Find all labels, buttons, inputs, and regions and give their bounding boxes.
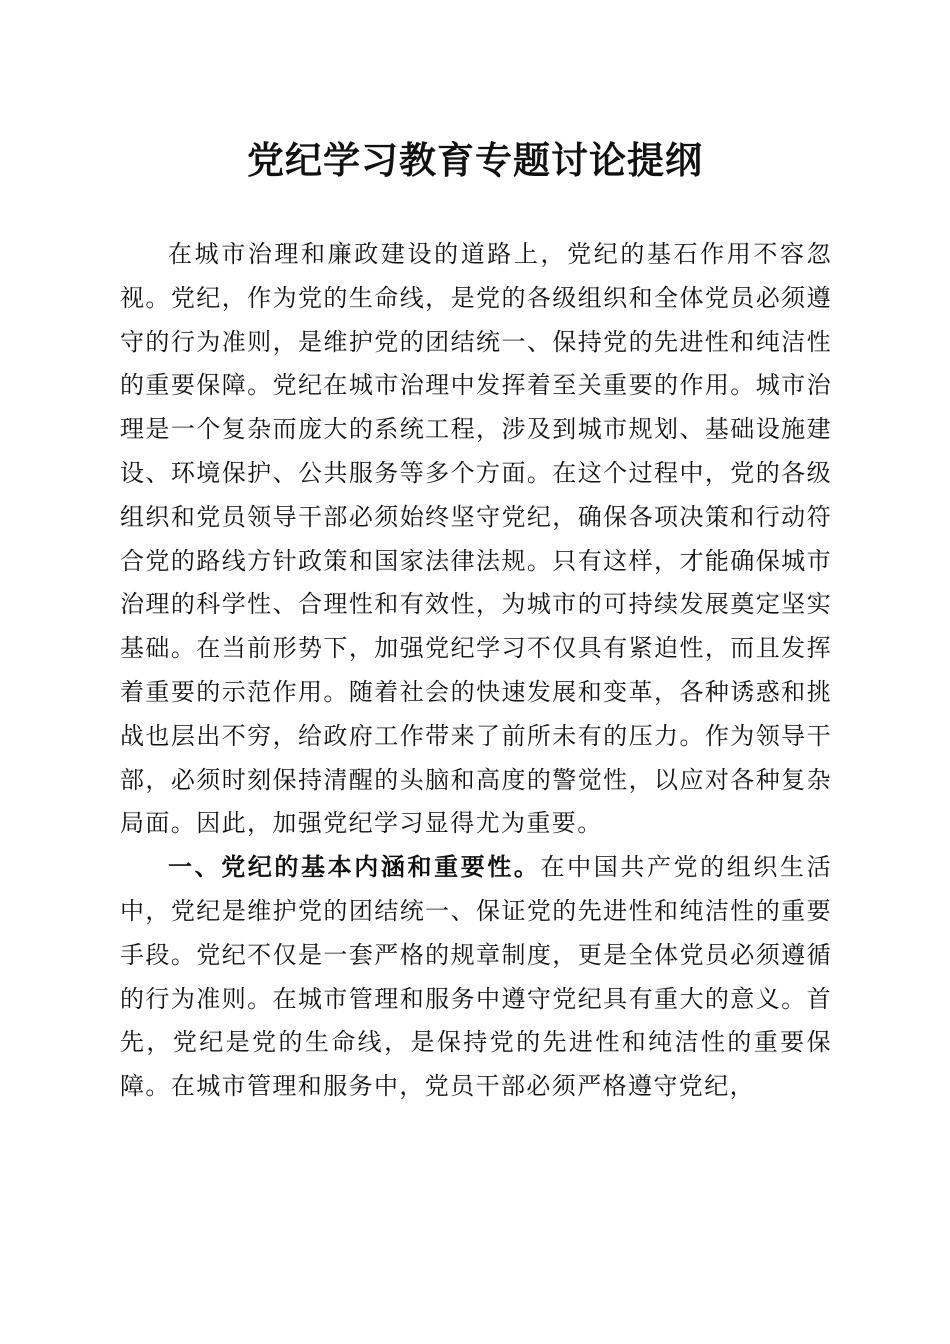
paragraph-intro: 在城市治理和廉政建设的道路上，党纪的基石作用不容忽视。党纪，作为党的生命线，是党的各级组织和全体党员必须遵守的行为准则，是维护党的团结统一、保持党的先进性和纯洁性的重要保障。党纪在城市治理中发挥着至关重要的作用。城市治理是一个复杂而庞大的系统工程，涉及到城市规划、基础设施建设、环境保护、公共服务等多个方面。在这个过程中，党的各级组织和党员领导干部必须始终坚守党纪，确保各项决策和行动符合党的路线方针政策和国家法律法规。只有这样，才能确保城市治理的科学性、合理性和有效性，为城市的可持续发展奠定坚实基础。在当前形势下，加强党纪学习不仅具有紧迫性，而且发挥着重要的示范作用。随着社会的快速发展和变革，各种诱惑和挑战也层出不穷，给政府工作带来了前所未有的压力。作为领导干部，必须时刻保持清醒的头脑和高度的警觉性，以应对各种复杂局面。因此，加强党纪学习显得尤为重要。 bbox=[120, 240, 832, 838]
section-1-text: 在中国共产党的组织生活中，党纪是维护党的团结统一、保证党的先进性和纯洁性的重要手段。党纪不仅是一套严格的规章制度，更是全体党员必须遵循的行为准则。在城市管理和服务中遵守党纪具有重大的意义。首先，党纪是党的生命线，是保持党的先进性和纯洁性的重要保障。在城市管理和服务中，党员干部必须严格遵守党纪， bbox=[120, 853, 832, 1101]
document-title: 党纪学习教育专题讨论提纲 bbox=[247, 138, 703, 182]
paragraph-section-1 bbox=[120, 846, 832, 1109]
section-heading: 一、党纪的基本内涵和重要性。 bbox=[168, 853, 541, 882]
document-body bbox=[120, 233, 832, 1109]
